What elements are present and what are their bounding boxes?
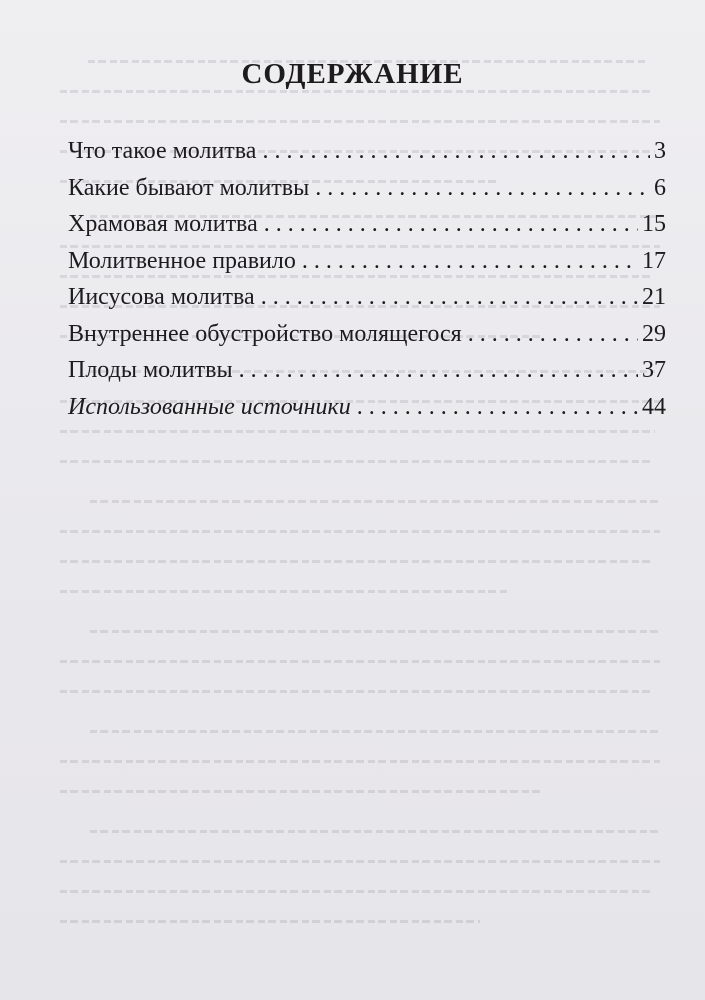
- toc-entry: [68, 138, 666, 175]
- bleed-line: [90, 830, 660, 833]
- bleed-line: [60, 590, 510, 593]
- toc-entry: [68, 175, 666, 212]
- bleed-line: [60, 760, 660, 763]
- bleed-line: [60, 660, 660, 663]
- toc-entry-title: Какие бывают молитвы: [68, 174, 310, 201]
- toc-entry-page: 6: [654, 174, 666, 201]
- toc-leader-dots: [262, 138, 650, 165]
- toc-entry-page: 15: [642, 211, 666, 237]
- toc-entry-title: Молитвенное правило: [68, 247, 296, 274]
- toc-leader-dots: [239, 357, 638, 384]
- toc-entry: [68, 248, 666, 285]
- bleed-line: [60, 920, 480, 923]
- toc-entry-page: 44: [642, 393, 666, 420]
- toc-entry-page: 3: [654, 138, 666, 164]
- bleed-line: [60, 790, 540, 793]
- toc-entry-page: 37: [642, 357, 666, 383]
- toc-entry-title: Храмовая молитва: [68, 211, 258, 237]
- toc-leader-dots: [261, 284, 638, 311]
- bleed-line: [60, 430, 655, 433]
- bleed-line: [90, 630, 660, 633]
- table-of-contents: [68, 138, 666, 430]
- toc-entry-title: Плоды молитвы: [68, 357, 233, 383]
- bleed-line: [60, 560, 650, 563]
- bleed-line: [90, 500, 660, 503]
- toc-leader-dots: [357, 394, 638, 421]
- bleed-line: [60, 460, 650, 463]
- toc-entry-page: 29: [642, 320, 666, 347]
- toc-leader-dots: [264, 211, 638, 238]
- bleed-line: [60, 530, 660, 533]
- toc-entry: [68, 357, 666, 394]
- toc-entry-title: Внутреннее обустройство молящегося: [68, 320, 462, 347]
- toc-leader-dots: [468, 321, 638, 348]
- bleed-line: [60, 120, 660, 123]
- bleed-line: [60, 690, 650, 693]
- contents-heading: СОДЕРЖАНИЕ: [241, 58, 464, 90]
- toc-entry-title: Использованные источники: [68, 393, 351, 420]
- toc-entry-title: Иисусова молитва: [68, 284, 255, 310]
- toc-entry-sources: [68, 394, 666, 431]
- toc-leader-dots: [315, 175, 650, 202]
- bleed-line: [60, 860, 660, 863]
- toc-entry: [68, 284, 666, 321]
- bleed-line: [90, 730, 660, 733]
- toc-entry-page: 17: [642, 247, 666, 274]
- toc-entry: [68, 321, 666, 358]
- bleed-line: [60, 890, 650, 893]
- toc-leader-dots: [302, 248, 638, 275]
- toc-entry-title: Что такое молитва: [68, 138, 257, 164]
- toc-entry: [68, 211, 666, 248]
- toc-entry-page: 21: [642, 284, 666, 310]
